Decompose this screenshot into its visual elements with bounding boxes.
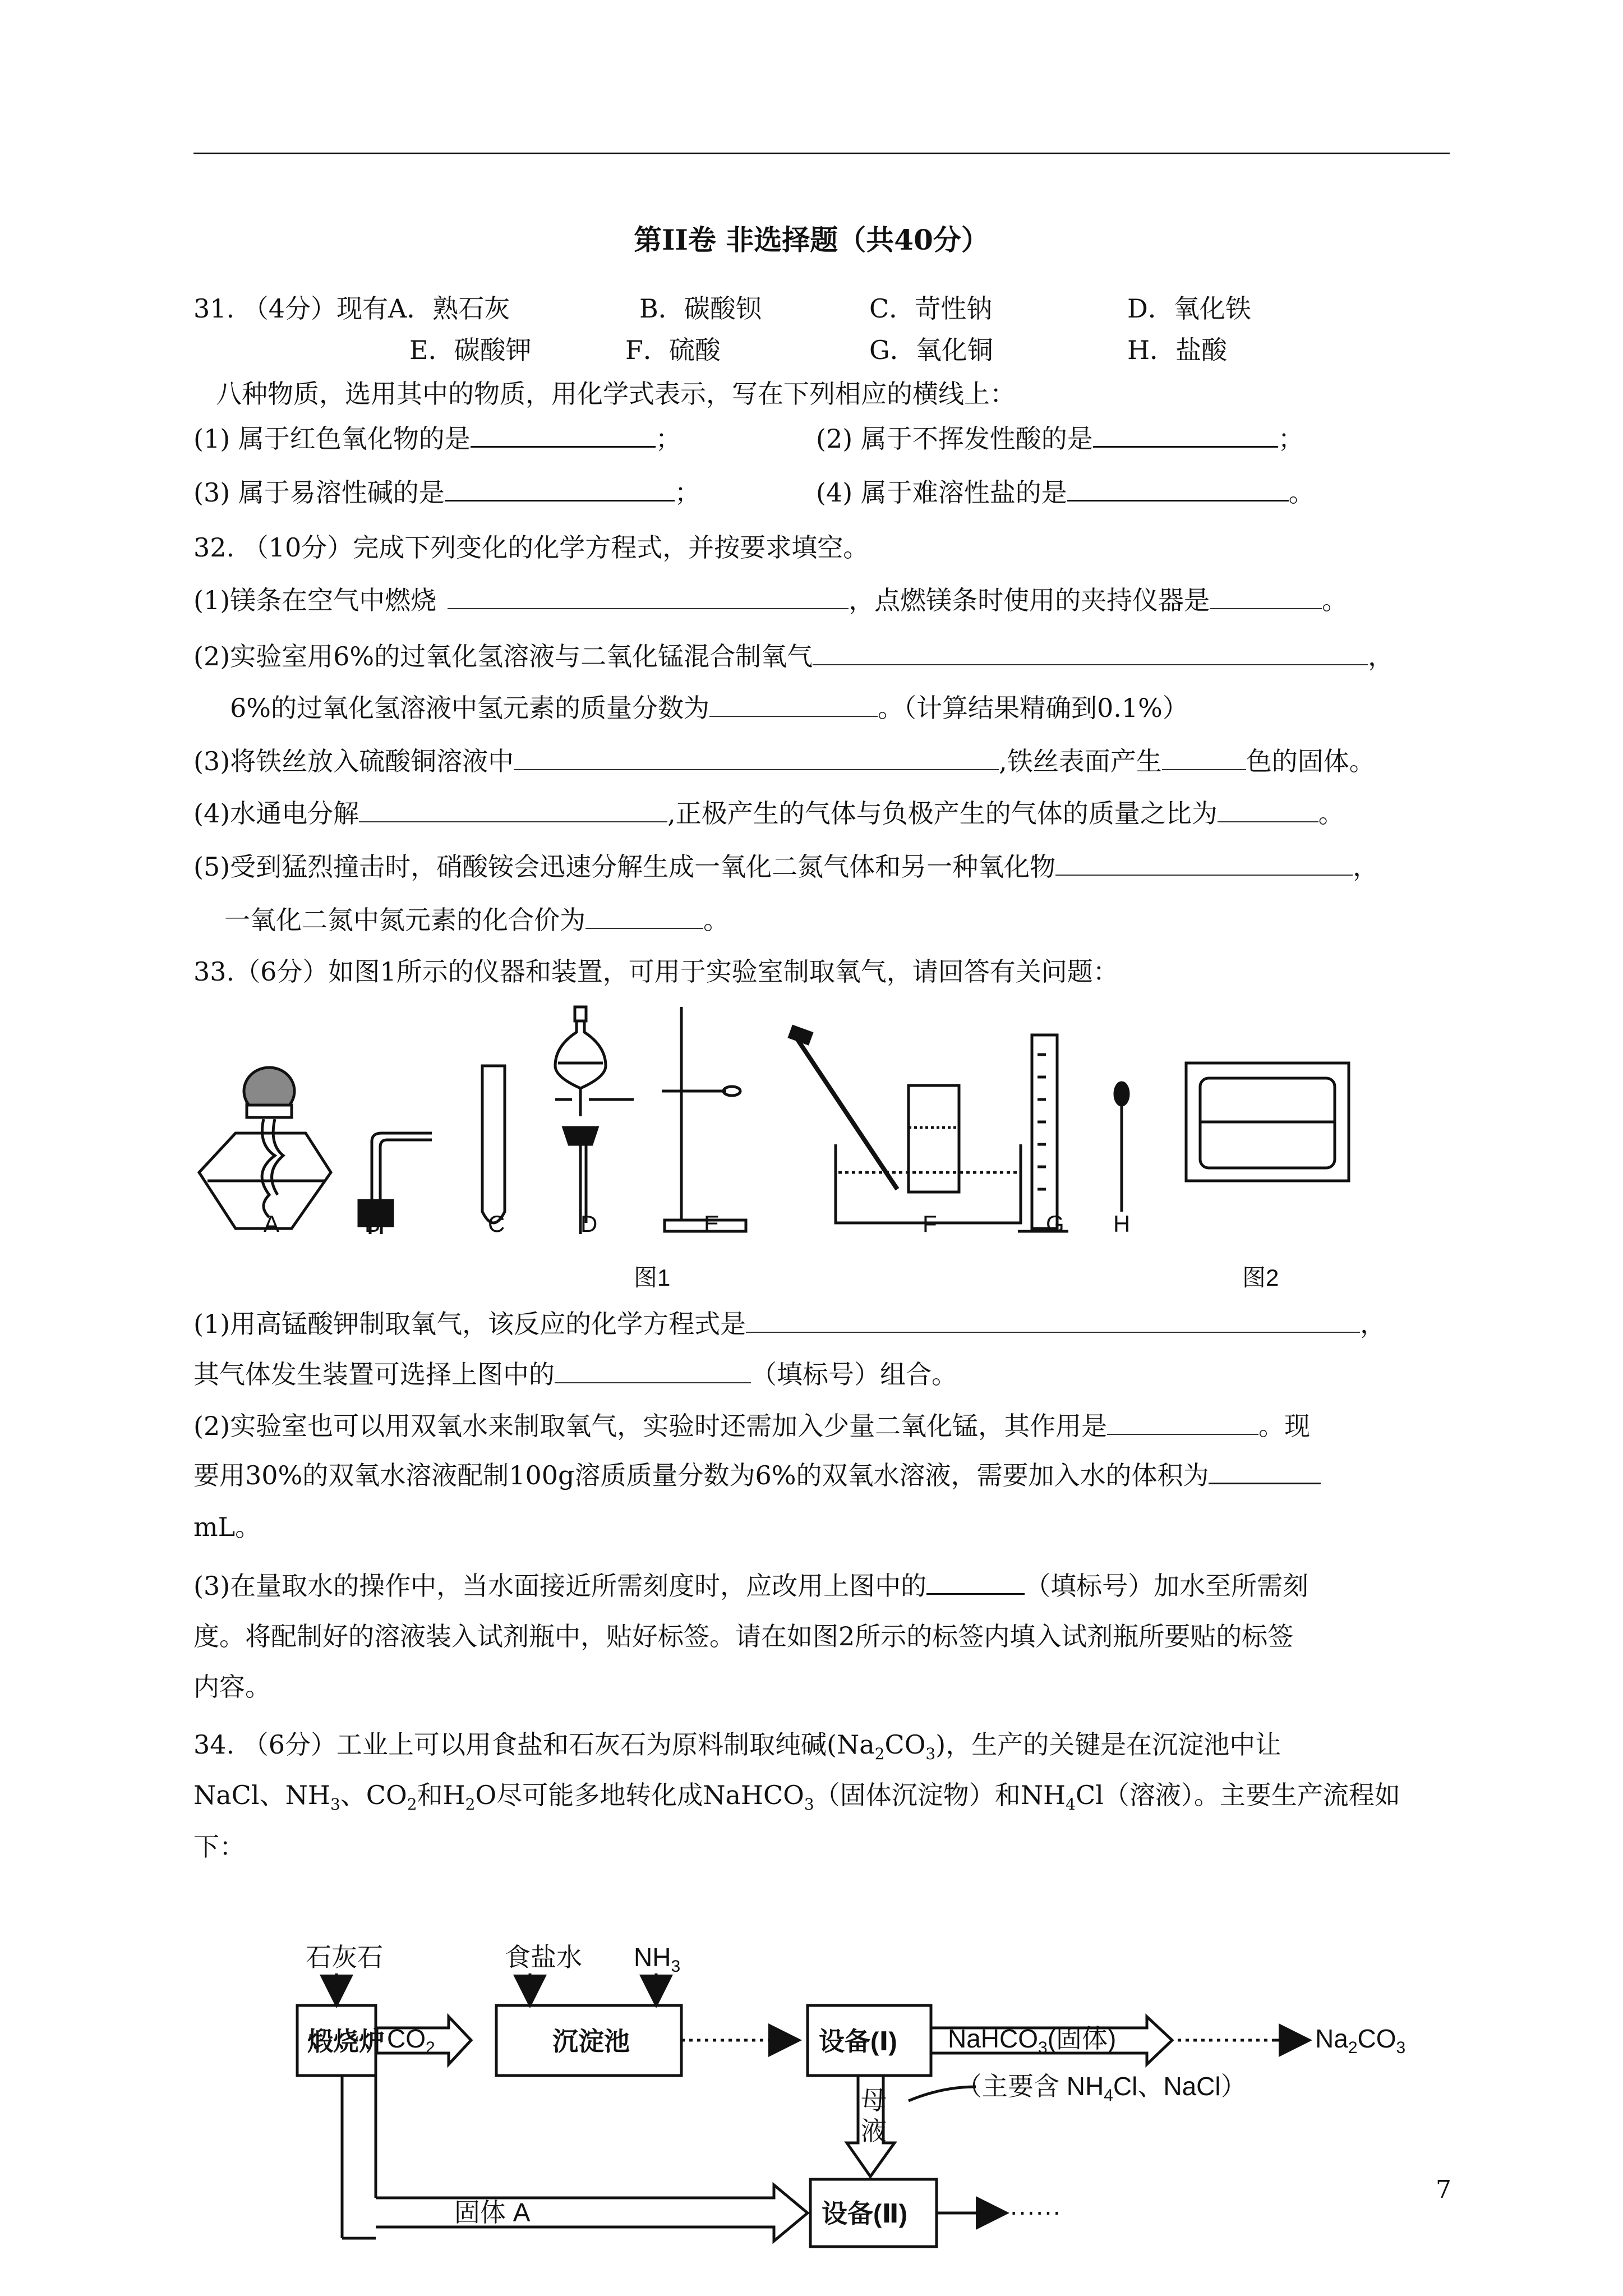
flow-mainly: （主要含 $NH_4Cl$、NaCl） xyxy=(956,2072,1247,2105)
flow-mother-1: 母 xyxy=(861,2086,887,2115)
q31-option-e: E．碳酸钾 xyxy=(409,335,532,365)
q31-part4: (4) 属于难溶性盐的是 。 xyxy=(816,477,1315,508)
q33-line3: (3)在量取水的操作中，当水面接近所需刻度时，应改用上图中的 （填标号）加水至所需刻 xyxy=(193,1571,1309,1601)
q33-line2: (2)实验室也可以用双氧水来制取氧气，实验时还需加入少量二氧化锰，其作用是 。现 xyxy=(193,1411,1311,1441)
q34-line1: 34. （6分）工业上可以用食盐和石灰石为原料制取纯碱$(Na_2CO_3)$，生产的关键是在沉淀池中让 xyxy=(193,1729,1281,1764)
q33-line3b: 度。将配制好的溶液装入试剂瓶中，贴好标签。请在如图2所示的标签内填入试剂瓶所要贴的标签 xyxy=(193,1621,1294,1651)
apparatus-label-d: D xyxy=(580,1211,598,1237)
q31-part2: (2) 属于不挥发性酸的是 ； xyxy=(816,424,1304,454)
q31-option-h: H．盐酸 xyxy=(1127,335,1228,365)
flow-solid-a: 固体 A xyxy=(454,2198,531,2227)
apparatus-label-e: E xyxy=(704,1211,720,1237)
flow-dots-end: ······ xyxy=(1009,2197,1061,2226)
apparatus-label-c: C xyxy=(488,1211,505,1237)
q33-line1b: 其气体发生装置可选择上图中的 （填标号）组合。 xyxy=(193,1359,957,1389)
q32-line2: (2)实验室用6%的过氧化氢溶液与二氧化锰混合制氧气 ， xyxy=(193,641,1394,671)
flow-na2co3: $Na_2CO_3$ xyxy=(1315,2024,1406,2057)
flow-device2-label: 设备(Ⅱ) xyxy=(822,2199,907,2228)
q32-line3: (3)将铁丝放入硫酸铜溶液中 ,铁丝表面产生 色的固体。 xyxy=(193,746,1375,776)
flow-mother-2: 液 xyxy=(861,2116,887,2146)
q31-part1: (1) 属于红色氧化物的是 ； xyxy=(193,424,681,454)
q33-line2c: mL。 xyxy=(193,1512,261,1542)
flow-co2: $CO_2$ xyxy=(387,2024,435,2057)
apparatus-label-a: A xyxy=(264,1211,280,1237)
flow-furnace-label: 煅烧炉 xyxy=(307,2027,385,2056)
q31-option-d: D．氧化铁 xyxy=(1127,293,1251,324)
q32-line5b: 一氧化二氮中氮元素的化合价为 。 xyxy=(224,905,729,935)
section-title: 第II卷 非选择题（共40分） xyxy=(634,223,989,256)
q33-line2b: 要用30%的双氧水溶液配制100g溶质质量分数为6%的双氧水溶液，需要加入水的体积为 xyxy=(193,1458,1321,1492)
q31-part3: (3) 属于易溶性碱的是 ； xyxy=(193,477,700,508)
q31-option-a: 31. （4分）现有A．熟石灰 xyxy=(193,293,510,324)
flow-brine: 食盐水 xyxy=(505,1943,582,1972)
flow-limestone: 石灰石 xyxy=(306,1943,383,1972)
q33-line1: (1)用高锰酸钾制取氧气，该反应的化学方程式是 ， xyxy=(193,1309,1386,1339)
page-number: 7 xyxy=(1436,2175,1451,2204)
figure1-caption: 图1 xyxy=(634,1264,671,1291)
apparatus-label-h: H xyxy=(1113,1211,1131,1237)
q32-line4: (4)水通电分解 ,正极产生的气体与负极产生的气体的质量之比为 。 xyxy=(193,798,1344,829)
apparatus-label-b: B xyxy=(365,1211,381,1237)
q34-line3: 下： xyxy=(193,1832,245,1862)
q31-intro: 八种物质，选用其中的物质，用化学式表示，写在下列相应的横线上： xyxy=(216,379,1016,409)
q32-line1: (1)镁条在空气中燃烧 ，点燃镁条时使用的夹持仪器是 。 xyxy=(193,585,1348,615)
q31-option-f: F．硫酸 xyxy=(625,335,721,365)
apparatus-label-g: G xyxy=(1046,1211,1064,1237)
q34-line2: NaCl、$NH_3$、$CO_2$和$H_2O$尽可能多地转化成NaHCO$_3$（固体沉淀物）和$NH_4Cl$（溶液）。主要生产流程如 xyxy=(193,1780,1400,1814)
flow-tank-label: 沉淀池 xyxy=(552,2027,630,2056)
q31-option-g: G．氧化铜 xyxy=(869,335,993,365)
q32-line5: (5)受到猛烈撞击时，硝酸铵会迅速分解生成一氧化二氮气体和另一种氧化物 ， xyxy=(193,852,1379,882)
flow-device1-label: 设备(Ⅰ) xyxy=(819,2027,897,2056)
flow-nahco3: NaHCO$_3$(固体) xyxy=(948,2024,1117,2057)
q33-line3c: 内容。 xyxy=(193,1672,271,1702)
apparatus-label-f: F xyxy=(923,1211,937,1237)
q33-title: 33.（6分）如图1所示的仪器和装置，可用于实验室制取氧气，请回答有关问题： xyxy=(193,956,1119,987)
figure2-caption: 图2 xyxy=(1242,1264,1279,1291)
flow-nh3: $NH_3$ xyxy=(634,1943,681,1976)
q32-title: 32. （10分）完成下列变化的化学方程式，并按要求填空。 xyxy=(193,532,869,563)
q32-line2b: 6%的过氧化氢溶液中氢元素的质量分数为 。（计算结果精确到0.1%） xyxy=(230,693,1188,723)
q31-option-c: C．苛性钠 xyxy=(869,293,993,324)
q31-option-b: B．碳酸钡 xyxy=(639,293,762,324)
